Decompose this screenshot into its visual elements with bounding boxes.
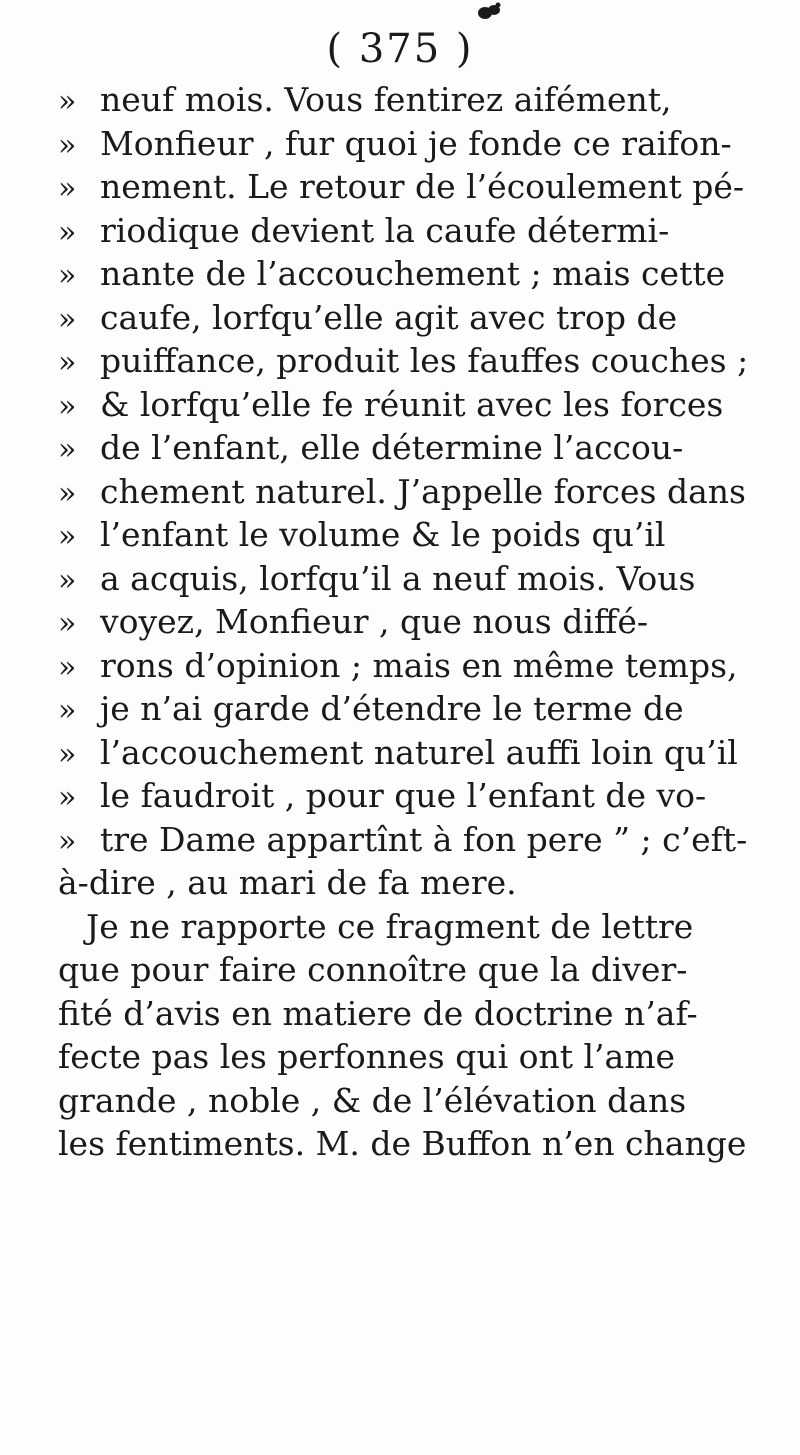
text-line	[58, 731, 778, 775]
line-text: que pour faire connoître que la diver-	[58, 950, 688, 989]
line-text: voyez, Monfieur , que nous diffé-	[100, 602, 648, 641]
line-text: rons d’opinion ; mais en même temps,	[100, 645, 738, 685]
text-line	[58, 992, 778, 1036]
text-line	[58, 861, 778, 905]
line-text: chement naturel. J’appelle forces dans	[100, 471, 746, 511]
quotation-mark: »	[58, 606, 77, 641]
line-text: puiffance, produit les fauffes couches ;	[100, 341, 749, 380]
line-text: nement. Le retour de l’écoulement pé-	[100, 167, 745, 206]
quotation-mark: »	[58, 475, 77, 511]
text-line	[58, 557, 778, 601]
line-text: neuf mois. Vous fentirez aifément,	[100, 80, 672, 119]
line-text: caufe, lorfqu’elle agit avec trop de	[100, 297, 678, 337]
text-line	[58, 818, 778, 862]
text-line	[58, 513, 778, 557]
text-line	[58, 1122, 778, 1166]
text-line	[58, 426, 778, 470]
quotation-mark: »	[58, 562, 77, 598]
quotation-mark: »	[58, 301, 77, 337]
quotation-mark: »	[58, 171, 77, 206]
line-text: fité d’avis en matiere de doctrine n’af-	[58, 993, 698, 1033]
line-text: le faudroit , pour que l’enfant de vo-	[100, 776, 707, 815]
text-line	[58, 1035, 778, 1079]
quotation-mark: »	[58, 519, 77, 554]
text-line	[58, 905, 778, 949]
text-line	[58, 470, 778, 514]
text-line	[58, 687, 778, 731]
text-line	[58, 644, 778, 688]
printer-ornament-icon	[476, 2, 502, 20]
line-text: les fentiments. M. de Buffon n’en change	[58, 1124, 747, 1163]
line-text: riodique devient la caufe détermi-	[100, 210, 670, 250]
line-text: tre Dame appartînt à fon pere ” ; c’eft-	[100, 819, 748, 859]
line-text: l’accouchement naturel auffi loin qu’il	[100, 732, 738, 772]
line-text: fecte pas les perfonnes qui ont l’ame	[58, 1037, 676, 1076]
quotation-mark: »	[58, 780, 77, 815]
line-text: l’enfant le volume & le poids qu’il	[100, 515, 666, 554]
line-text: de l’enfant, elle détermine l’accou-	[100, 428, 684, 467]
quotation-mark: »	[58, 258, 77, 293]
page-number: ( 375 )	[326, 26, 474, 72]
text-line	[58, 209, 778, 253]
line-text: Je ne rapporte ce fragment de lettre	[86, 906, 694, 946]
quotation-mark: »	[58, 693, 77, 728]
quotation-mark: »	[58, 345, 77, 380]
line-text: nante de l’accouchement ; mais cette	[100, 254, 726, 293]
text-line	[58, 774, 778, 818]
quotation-mark: »	[58, 649, 77, 685]
text-line	[58, 1079, 778, 1123]
text-line	[58, 252, 778, 296]
line-text: à-dire , au mari de fa mere.	[58, 863, 517, 902]
text-line	[58, 296, 778, 340]
text-line	[58, 122, 778, 166]
text-line	[58, 165, 778, 209]
text-line	[58, 600, 778, 644]
line-text: & lorfqu’elle fe réunit avec les forces	[100, 384, 724, 424]
line-text: grande , noble , & de l’élévation dans	[58, 1080, 687, 1120]
quotation-mark: »	[58, 214, 77, 250]
line-text: je n’ai garde d’étendre le terme de	[100, 689, 684, 728]
quotation-mark: »	[58, 127, 77, 163]
quotation-mark: »	[58, 84, 77, 119]
quotation-mark: »	[58, 432, 77, 467]
text-line	[58, 383, 778, 427]
text-line	[58, 78, 778, 122]
text-line	[58, 339, 778, 383]
quotation-mark: »	[58, 736, 77, 772]
quotation-mark: »	[58, 388, 77, 424]
body-text	[58, 78, 778, 1166]
quotation-mark: »	[58, 823, 77, 859]
text-line	[58, 948, 778, 992]
line-text: Monfieur , fur quoi je fonde ce raifon-	[100, 123, 732, 163]
line-text: a acquis, lorfqu’il a neuf mois. Vous	[100, 558, 696, 598]
